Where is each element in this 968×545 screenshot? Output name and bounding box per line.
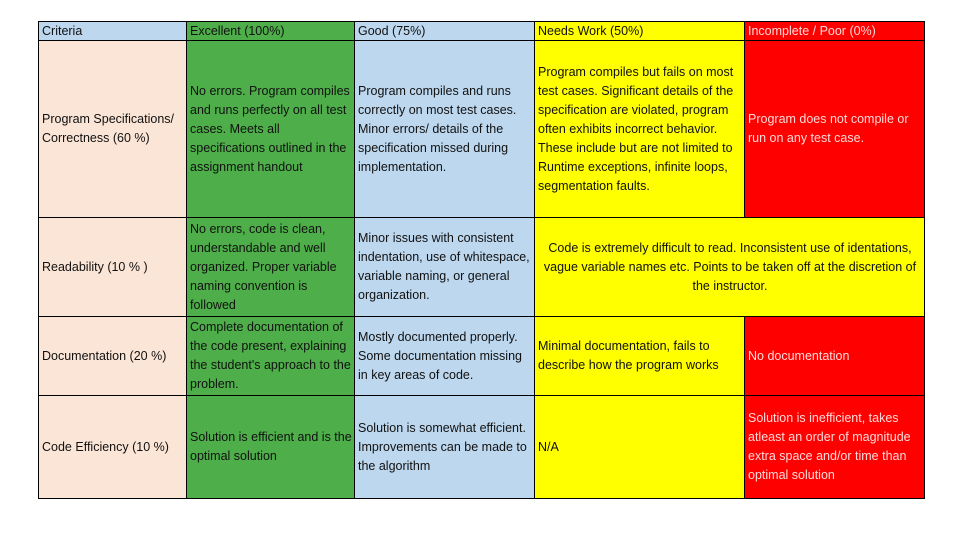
header-good: Good (75%) (355, 22, 535, 41)
needs-work-cell: Minimal documentation, fails to describe how the program works (535, 317, 745, 396)
criteria-cell: Code Efficiency (10 %) (39, 396, 187, 499)
poor-cell: Solution is inefficient, takes atleast an order of magnitude extra space and/or time than optimal solution (745, 396, 925, 499)
poor-cell: No documentation (745, 317, 925, 396)
table-row (39, 218, 925, 317)
good-cell: Solution is somewhat efficient. Improvements can be made to the algorithm (355, 396, 535, 499)
needs-work-cell: N/A (535, 396, 745, 499)
needs-work-cell: Program compiles but fails on most test cases. Significant details of the specification are violated, program often exhibits incorrect behavior. These include but are not limited to Runtime exceptions, infinite loops, segmentation faults. (535, 41, 745, 218)
good-cell: Program compiles and runs correctly on most test cases. Minor errors/ details of the specification missed during implementation. (355, 41, 535, 218)
header-needs-work: Needs Work (50%) (535, 22, 745, 41)
table-row (39, 317, 925, 396)
good-cell: Minor issues with consistent indentation, use of whitespace, variable naming, or general organization. (355, 218, 535, 317)
excellent-cell: No errors, code is clean, understandable and well organized. Proper variable naming convention is followed (187, 218, 355, 317)
header-criteria: Criteria (39, 22, 187, 41)
excellent-cell: No errors. Program compiles and runs perfectly on all test cases. Meets all specifications outlined in the assignment handout (187, 41, 355, 218)
excellent-cell: Complete documentation of the code present, explaining the student's approach to the problem. (187, 317, 355, 396)
header-row (39, 22, 925, 41)
criteria-cell: Documentation (20 %) (39, 317, 187, 396)
criteria-cell: Program Specifications/ Correctness (60 %) (39, 41, 187, 218)
table-row (39, 396, 925, 499)
good-cell: Mostly documented properly. Some documentation missing in key areas of code. (355, 317, 535, 396)
header-poor: Incomplete / Poor (0%) (745, 22, 925, 41)
header-excellent: Excellent (100%) (187, 22, 355, 41)
grading-rubric-table (38, 21, 925, 499)
excellent-cell: Solution is efficient and is the optimal solution (187, 396, 355, 499)
table-row (39, 41, 925, 218)
needs-work-poor-merged-cell: Code is extremely difficult to read. Inconsistent use of identations, vague variable names etc. Points to be taken off at the discretion of the instructor. (535, 218, 925, 317)
poor-cell: Program does not compile or run on any test case. (745, 41, 925, 218)
criteria-cell: Readability (10 % ) (39, 218, 187, 317)
